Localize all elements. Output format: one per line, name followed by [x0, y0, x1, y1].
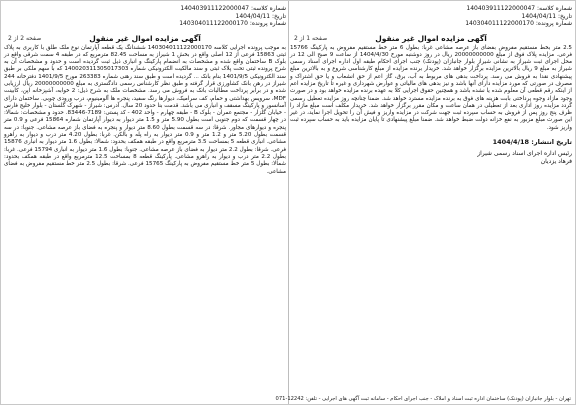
letter-number: 140403911122000047: [180, 5, 250, 12]
letter-number-label: شماره کلاسه:: [537, 5, 572, 12]
left-column: [4, 5, 286, 176]
right-meta: [290, 5, 572, 28]
letter-number-label: شماره کلاسه:: [251, 5, 286, 12]
column-divider: [288, 1, 289, 404]
page-footer: تهران - بلوار جانبازان (پودنک) ساختمان اداره ثبت اسناد و املاک - جنب اجرای احکام - سامانه ثبت آگهی های اجرایی - تلفن: 12242-071: [275, 395, 571, 402]
notice-title: آگهی مزایده اموال غیر منقول: [89, 33, 201, 43]
notice-body: به موجب پرونده اجرایی کلاسه 140304011122000170 ششدانگ یک قطعه آپارتمان نوع ملک طلق با کاربری به پلاک ثبتی 15863 فرعی از 12 اصلی واقع در بخش 1 شیراز به مساحت 82.45 مترمربع که در طبقه 4 سمت شرقی واقع در بلوک B ساختمان واقع شده و مشخصات به انضمام پارکینگ و انباری ذیل ثبت گردیده است و حدود و مشخصات آن به شرح پرونده ثبتی تحت پلاک ثبتی و سند مالکیت الکترونیکی شماره 140020311305017303 که با سهم ملکی بر طبق سند الکترونیکی 1401/9/5 بنام بانک ... گردیده است و طبق سند رهنی شماره 263383 مورخ 1401/9/5 دفترخانه 244 شیراز در رهن بانک کشاورزی قرار گرفته و طبق نظر کارشناس رسمی دادگستری به مبلغ 20000000000 ریال ارزیابی شده و در برابر پرداخت مطالبات بانک به فروش می رسد. مشخصات ملک به شرح ذیل: 2 خوابه، آشپزخانه اپن، کابینت MDF، سرویس بهداشتی و حمام، کف سرامیک، دیوارها رنگ سفید، پنجره ها آلومینیوم، درب ورودی چوبی. ساختمان دارای آسانسور و پارکینگ مسقف و انباری می باشد. قدمت بنا حدود 20 سال. آدرس: شیراز - شهرک گلستان - بلوار خلیج فارس - خیابان گلزار - مجتمع عمران - بلوک B - طبقه چهارم - واحد 402 - کد پستی: 7189-83446. حدود و مشخصات: شمالا: در چهار قسمت که دوم جنوبی است بطول 5.90 متر و 1.5 متر دیوار به دیوار آپارتمان شماره 15864 فرعی و 0.9 متر پنجره و دیوارهای مجاور. شرقا: در سه قسمت بطول 8.60 متر دیوار و پنجره به فضای باز عرصه مشاعی. جنوبا: در سه قسمت بطول 5.20 متر و 1.2 متر و 0.9 متر دیوار به راه پله و بالکن. غربا: بطول 4.20 متر درب و دیوار به راهرو مشاعی. انباری قطعه 5 بمساحت 3.5 مترمربع واقع در طبقه همکف بحدود: شمالا: بطول 1.6 متر دیوار به انباری 15876 فرعی. شرقا: بطول 2.2 متر دیوار به فضای باز عرصه مشاعی. جنوبا: بطول 1.6 متر دیوار به انباری 15794 فرعی. غربا: بطول 2.2 متر درب و دیوار به راهرو مشاعی. پارکینگ قطعه 8 بمساحت 12.5 مترمربع واقع در طبقه همکف بحدود: شمالا: بطول 5 متر خط مستقیم مفروض به پارکینگ 15765 فرعی. شرقا: بطول 2.5 متر خط مستقیم مفروض به فضای مشاعی.: [4, 44, 287, 175]
right-column: [290, 5, 572, 166]
file-number: 140304011122000170: [465, 20, 534, 27]
signer-name: فرهاد یزدیان: [540, 158, 572, 166]
file-label: شماره پرونده:: [249, 20, 286, 27]
date-label: تاریخ:: [558, 12, 572, 20]
signature-block: [290, 150, 572, 166]
file-number: 140304011122000170: [179, 20, 248, 27]
letter-date: 1404/04/11: [235, 12, 271, 20]
signer-title: رئیس اداره اجرای اسناد رسمی شیراز: [477, 150, 572, 158]
file-label: شماره پرونده:: [535, 20, 572, 27]
page-indicator: صفحه 2 از 2: [8, 35, 42, 42]
left-meta: [4, 5, 286, 28]
page-indicator: صفحه 1 از 2: [294, 35, 328, 42]
publish-date: تاریخ انتشار: 1404/4/18: [492, 138, 572, 147]
notice-body: 2.5 متر بخط مستقیم مفروض بفضای باز عرصه مشاعی غربا: بطول 6 متر خط مستقیم مفروض به پارکینگ 15766 فرعی. مزایده پلاک فوق از مبلغ 20000000000 ریال در روز دوشنبه مورخ 1404/4/30 از ساعت 9 صبح الی 12 در محل اجرای ثبت شیراز به نشانی شیراز بلوار جانبازان (پودنک) جنب اجرای احکام طبقه اول اداره اجرای اسناد رسمی شیراز به مبلغ 9 ریال بالاترین مزایده برگزار خواهد شد. خریدار برنده مزایده از مبلغ کارشناسی شروع و به بالاترین مبلغ پیشنهادی نقدا به فروش می رسد. پرداخت بدهی های مربوط به آب، برق، گاز اعم از حق انشعاب و یا حق اشتراک و مصرف در صورتی که مورد مزایده دارای آنها باشد و نیز بدهی های مالیاتی و عوارض شهرداری و غیره تا تاریخ مزایده اعم از اینکه رقم قطعی آن معلوم شده یا نشده باشد و همچنین حقوق اجرایی کلا به عهده برنده مزایده خواهد بود و در صورت وجود مازاد وجوه پرداختی بابت هزینه های فوق به برنده مزایده مسترد خواهد شد. ضمنا چنانچه روز مزایده تعطیل رسمی گردد مزایده روز اداری بعد از تعطیلی در همان ساعت و مکان مقرر برگزار خواهد شد. خریدار مکلف است مبلغ مازاد را ظرف پنج روز پس از فروش به حساب سپرده ثبت جهت شرکت در مزایده واریز و فیش آن را تحویل اجرا نماید، در غیر این صورت مبلغ مزبور به نفع خزانه دولت ضبط خواهد شد. ضمنا مبلغ پیشنهادی تا پایان مزایده باید به حساب سپرده ثبت واریز شود.: [290, 44, 572, 131]
letter-date: 1404/04/11: [521, 12, 557, 20]
date-label: تاریخ:: [272, 12, 286, 20]
letter-number: 140403911122000047: [466, 5, 536, 12]
notice-title: آگهی مزایده اموال غیر منقول: [375, 33, 487, 43]
